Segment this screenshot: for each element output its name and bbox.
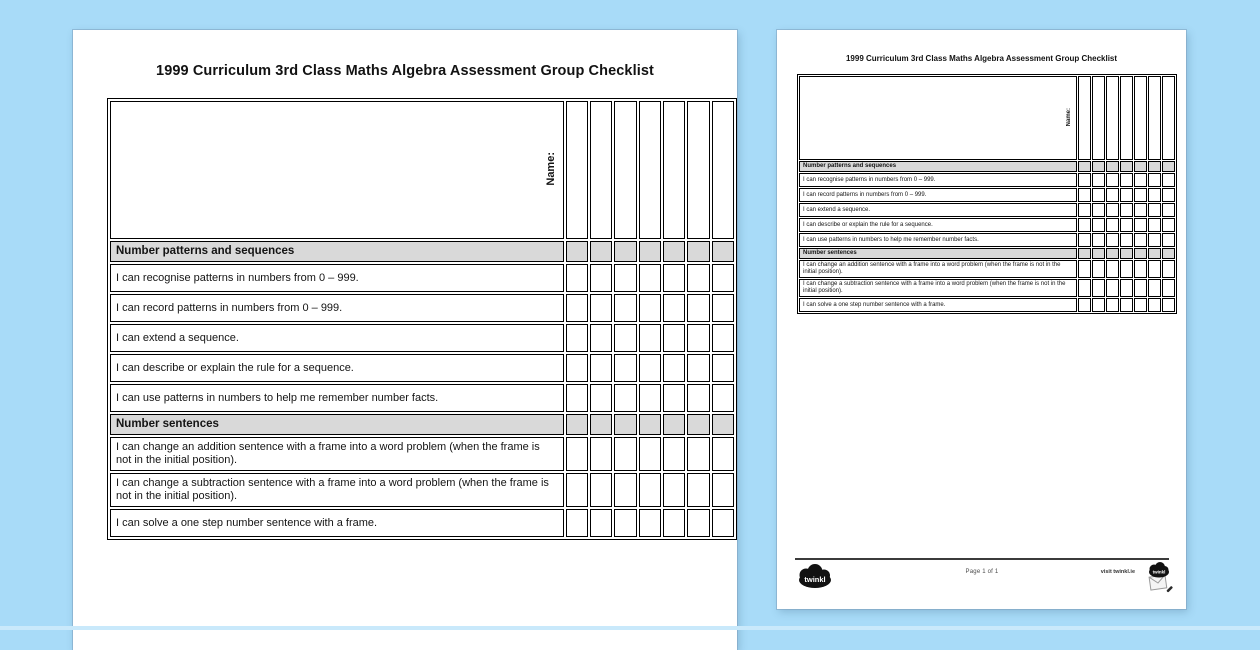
checkbox-cell (639, 473, 661, 507)
checkbox-cell (1120, 173, 1133, 187)
checkbox-cell (1120, 161, 1133, 172)
item-label-cell: I can recognise patterns in numbers from 0 – 999. (799, 173, 1077, 187)
checkbox-cell (590, 354, 612, 382)
checkbox-cell (712, 241, 734, 262)
visit-link: visit twinkl.ie (1100, 569, 1135, 575)
checklist-item-row (110, 437, 734, 471)
checkbox-cell (1148, 233, 1161, 247)
checkbox-cell (1092, 298, 1105, 312)
checkbox-cell (590, 101, 612, 239)
section-header-cell: Number sentences (110, 414, 564, 435)
page-footer (795, 558, 1169, 604)
checkbox-cell (1134, 279, 1147, 297)
checkbox-cell (566, 437, 588, 471)
checklist-item-row (110, 324, 734, 352)
checkbox-cell (614, 264, 636, 292)
image-bottom-edge (0, 626, 1260, 630)
footer-row (795, 560, 1169, 604)
section-header-row (110, 414, 734, 435)
checklist-item-row (110, 384, 734, 412)
checkbox-cell (614, 294, 636, 322)
checkbox-cell (1106, 161, 1119, 172)
checklist-item-row (799, 260, 1175, 278)
checklist-item-row (110, 354, 734, 382)
checkbox-cell (1134, 76, 1147, 160)
checkbox-cell (1106, 279, 1119, 297)
checkbox-cell (614, 324, 636, 352)
checkbox-cell (1106, 188, 1119, 202)
checkbox-cell (566, 354, 588, 382)
checkbox-cell (687, 324, 709, 352)
checkbox-cell (712, 414, 734, 435)
item-label-cell: I can extend a sequence. (799, 203, 1077, 217)
checkbox-cell (712, 354, 734, 382)
checkbox-cell (566, 264, 588, 292)
checkbox-cell (1134, 248, 1147, 259)
checklist-item-row (799, 298, 1175, 312)
checkbox-cell (1148, 298, 1161, 312)
checkbox-cell (1120, 76, 1133, 160)
checkbox-cell (1106, 203, 1119, 217)
name-header-cell (799, 76, 1077, 160)
checkbox-cell (1120, 218, 1133, 232)
checkbox-cell (1078, 161, 1091, 172)
checkbox-cell (1162, 188, 1175, 202)
checkbox-cell (639, 509, 661, 537)
checkbox-cell (663, 324, 685, 352)
checkbox-cell (614, 101, 636, 239)
checklist-table (797, 74, 1177, 314)
checkbox-cell (663, 509, 685, 537)
checkbox-cell (1078, 173, 1091, 187)
checkbox-cell (1106, 248, 1119, 259)
svg-text:twinkl: twinkl (1152, 569, 1166, 575)
checkbox-cell (1106, 173, 1119, 187)
checkbox-cell (566, 509, 588, 537)
checkbox-cell (1078, 298, 1091, 312)
checkbox-cell (1162, 298, 1175, 312)
item-label-cell: I can record patterns in numbers from 0 – 999. (110, 294, 564, 322)
item-label-cell: I can use patterns in numbers to help me remember number facts. (799, 233, 1077, 247)
checkbox-cell (566, 473, 588, 507)
checkbox-cell (1148, 218, 1161, 232)
checkbox-cell (712, 473, 734, 507)
checkbox-cell (614, 241, 636, 262)
checkbox-cell (590, 473, 612, 507)
checklist-item-row (110, 509, 734, 537)
checkbox-cell (1092, 233, 1105, 247)
checkbox-cell (639, 241, 661, 262)
table-header-row (110, 101, 734, 239)
section-header-cell: Number patterns and sequences (799, 161, 1077, 172)
checkbox-cell (614, 437, 636, 471)
checkbox-cell (687, 509, 709, 537)
checkbox-cell (663, 101, 685, 239)
checkbox-cell (590, 509, 612, 537)
checkbox-cell (663, 384, 685, 412)
section-header-cell: Number patterns and sequences (110, 241, 564, 262)
checkbox-cell (1148, 161, 1161, 172)
item-label-cell: I can change an addition sentence with a frame into a word problem (when the frame is not in the initial position). (799, 260, 1077, 278)
checkbox-cell (1120, 279, 1133, 297)
checkbox-cell (590, 437, 612, 471)
document-page-left (73, 30, 737, 650)
checkbox-cell (1148, 279, 1161, 297)
checkbox-cell (1106, 298, 1119, 312)
checkbox-cell (687, 437, 709, 471)
checkbox-cell (1134, 188, 1147, 202)
item-label-cell: I can describe or explain the rule for a sequence. (110, 354, 564, 382)
checkbox-cell (1120, 203, 1133, 217)
checkbox-cell (639, 437, 661, 471)
section-header-row (799, 161, 1175, 172)
checkbox-cell (1078, 76, 1091, 160)
checkbox-cell (663, 264, 685, 292)
checkbox-cell (1092, 76, 1105, 160)
checkbox-cell (1120, 233, 1133, 247)
checkbox-cell (614, 384, 636, 412)
checkbox-cell (566, 241, 588, 262)
checkbox-cell (687, 384, 709, 412)
item-label-cell: I can change an addition sentence with a frame into a word problem (when the frame is not in the initial position). (110, 437, 564, 471)
checkbox-cell (1092, 248, 1105, 259)
checkbox-cell (687, 354, 709, 382)
checkbox-cell (639, 354, 661, 382)
checkbox-cell (1134, 298, 1147, 312)
checkbox-cell (1148, 260, 1161, 278)
page-number: Page 1 of 1 (965, 569, 999, 575)
checkbox-cell (566, 384, 588, 412)
item-label-cell: I can recognise patterns in numbers from 0 – 999. (110, 264, 564, 292)
checkbox-cell (639, 324, 661, 352)
checkbox-cell (590, 384, 612, 412)
twinkl-logo-text: twinkl (804, 575, 826, 584)
section-header-cell: Number sentences (799, 248, 1077, 259)
checkbox-cell (639, 414, 661, 435)
checkbox-cell (590, 414, 612, 435)
checkbox-cell (1078, 188, 1091, 202)
checkbox-cell (687, 414, 709, 435)
checkbox-cell (590, 324, 612, 352)
checkbox-cell (712, 264, 734, 292)
section-header-row (799, 248, 1175, 259)
table-header-row (799, 76, 1175, 160)
checkbox-cell (687, 473, 709, 507)
page-title: 1999 Curriculum 3rd Class Maths Algebra Assessment Group Checklist (156, 63, 654, 79)
checkbox-cell (663, 294, 685, 322)
name-label: Name: (544, 152, 557, 186)
checklist-item-row (799, 173, 1175, 187)
page-title: 1999 Curriculum 3rd Class Maths Algebra Assessment Group Checklist (845, 54, 1118, 63)
checkbox-cell (1134, 218, 1147, 232)
checkbox-cell (663, 473, 685, 507)
checkbox-cell (1162, 279, 1175, 297)
checkbox-cell (639, 264, 661, 292)
item-label-cell: I can change a subtraction sentence with a frame into a word problem (when the frame is not in the initial position). (799, 279, 1077, 297)
checkbox-cell (1092, 279, 1105, 297)
checkbox-cell (1120, 248, 1133, 259)
twinkl-cloud-logo-icon (797, 564, 833, 590)
checklist-item-row (799, 188, 1175, 202)
item-label-cell: I can solve a one step number sentence with a frame. (110, 509, 564, 537)
checkbox-cell (1078, 279, 1091, 297)
checkbox-cell (712, 294, 734, 322)
checkbox-cell (1106, 76, 1119, 160)
checkbox-cell (663, 354, 685, 382)
checkbox-cell (712, 509, 734, 537)
checklist-item-row (110, 473, 734, 507)
checkbox-cell (1078, 203, 1091, 217)
item-label-cell: I can use patterns in numbers to help me remember number facts. (110, 384, 564, 412)
checklist-item-row (110, 294, 734, 322)
checklist-item-row (799, 279, 1175, 297)
section-header-row (110, 241, 734, 262)
checkbox-cell (1162, 218, 1175, 232)
checkbox-cell (1092, 203, 1105, 217)
checkbox-cell (566, 294, 588, 322)
checkbox-cell (1106, 233, 1119, 247)
checkbox-cell (687, 264, 709, 292)
checkbox-cell (1134, 161, 1147, 172)
checkbox-cell (712, 324, 734, 352)
checkbox-cell (663, 437, 685, 471)
checkbox-cell (1092, 260, 1105, 278)
checkbox-cell (1162, 233, 1175, 247)
checkbox-cell (1120, 260, 1133, 278)
checkbox-cell (1106, 260, 1119, 278)
item-label-cell: I can describe or explain the rule for a sequence. (799, 218, 1077, 232)
checkbox-cell (1162, 173, 1175, 187)
checkbox-cell (663, 414, 685, 435)
checkbox-cell (590, 294, 612, 322)
checkbox-cell (590, 241, 612, 262)
checkbox-cell (687, 294, 709, 322)
checkbox-cell (1120, 188, 1133, 202)
checkbox-cell (639, 101, 661, 239)
name-label: Name: (1066, 107, 1072, 127)
checkbox-cell (712, 384, 734, 412)
checkbox-cell (1106, 218, 1119, 232)
checkbox-cell (1162, 248, 1175, 259)
checkbox-cell (687, 241, 709, 262)
checkbox-cell (1134, 260, 1147, 278)
name-header-cell (110, 101, 564, 239)
checkbox-cell (566, 101, 588, 239)
document-page-right (777, 30, 1186, 609)
checkbox-cell (663, 241, 685, 262)
checkbox-cell (1162, 76, 1175, 160)
checkbox-cell (1078, 248, 1091, 259)
checkbox-cell (1162, 203, 1175, 217)
checkbox-cell (614, 354, 636, 382)
checklist-item-row (110, 264, 734, 292)
checkbox-cell (712, 437, 734, 471)
checkbox-cell (1162, 260, 1175, 278)
checkbox-cell (590, 264, 612, 292)
checkbox-cell (1148, 188, 1161, 202)
checkbox-cell (1148, 203, 1161, 217)
checkbox-cell (1092, 218, 1105, 232)
checkbox-cell (1092, 161, 1105, 172)
checkbox-cell (712, 101, 734, 239)
checkbox-cell (639, 384, 661, 412)
item-label-cell: I can record patterns in numbers from 0 – 999. (799, 188, 1077, 202)
checkbox-cell (1148, 173, 1161, 187)
checkbox-cell (614, 414, 636, 435)
checkbox-cell (1092, 188, 1105, 202)
item-label-cell: I can change a subtraction sentence with a frame into a word problem (when the frame is not in the initial position). (110, 473, 564, 507)
checkbox-cell (1092, 173, 1105, 187)
checkbox-cell (614, 509, 636, 537)
checkbox-cell (1078, 233, 1091, 247)
checkbox-cell (1134, 233, 1147, 247)
checkbox-cell (1148, 248, 1161, 259)
checkbox-cell (614, 473, 636, 507)
item-label-cell: I can extend a sequence. (110, 324, 564, 352)
twinkl-badge-pencil-icon (1143, 561, 1173, 597)
checkbox-cell (566, 324, 588, 352)
checkbox-cell (1120, 298, 1133, 312)
checkbox-cell (639, 294, 661, 322)
checkbox-cell (1162, 161, 1175, 172)
checkbox-cell (1148, 76, 1161, 160)
checkbox-cell (1134, 203, 1147, 217)
checkbox-cell (687, 101, 709, 239)
checklist-item-row (799, 218, 1175, 232)
checkbox-cell (1078, 260, 1091, 278)
item-label-cell: I can solve a one step number sentence with a frame. (799, 298, 1077, 312)
checkbox-cell (566, 414, 588, 435)
checkbox-cell (1134, 173, 1147, 187)
checklist-table (107, 98, 737, 540)
checklist-item-row (799, 203, 1175, 217)
checkbox-cell (1078, 218, 1091, 232)
checklist-item-row (799, 233, 1175, 247)
